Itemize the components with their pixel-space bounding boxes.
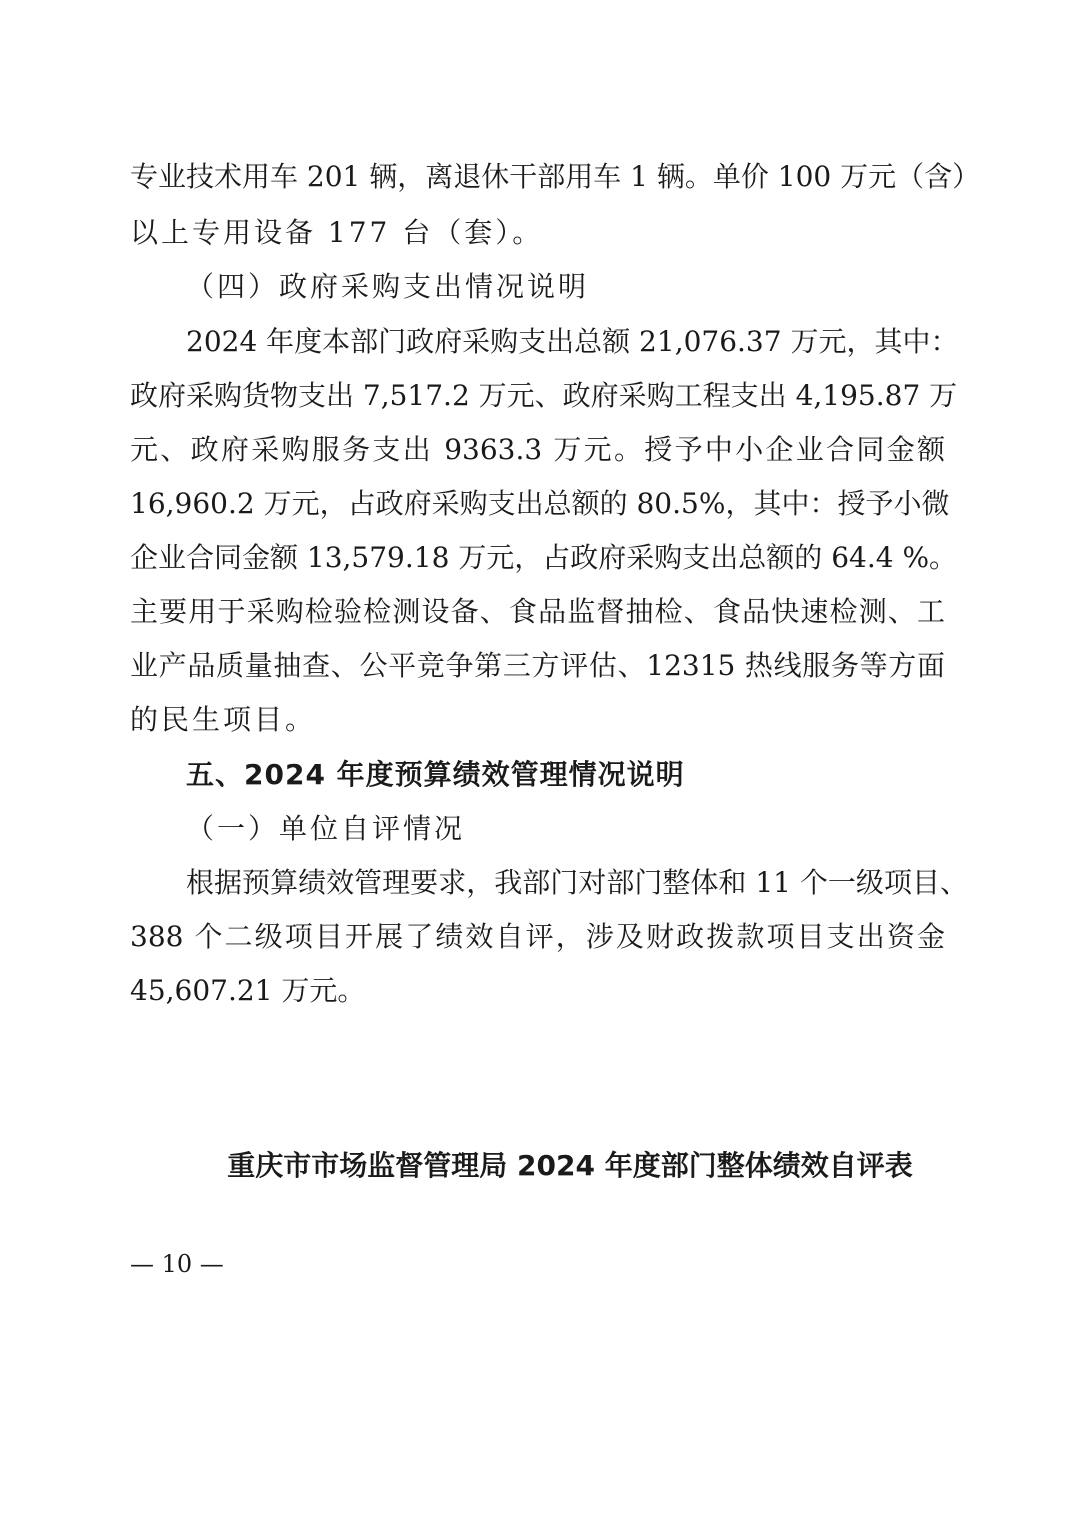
paragraph-procurement-line-7: 业产品质量抽查、公平竞争第三方评估、12315 热线服务等方面 [130,649,945,682]
paragraph-procurement-line-2: 政府采购货物支出 7,517.2 万元、政府采购工程支出 4,195.87 万 [130,379,958,412]
paragraph-procurement-line-1: 2024 年度本部门政府采购支出总额 21,076.37 万元，其中： [186,325,959,358]
paragraph-vehicles-line-1: 专业技术用车 201 辆，离退休干部用车 1 辆。单价 100 万元（含） [130,160,981,193]
table-title: 重庆市市场监督管理局 2024 年度部门整体绩效自评表 [227,1149,913,1182]
page-number: — 10 — [130,1250,224,1278]
chapter-heading-performance: 五、2024 年度预算绩效管理情况说明 [186,758,685,791]
paragraph-self-evaluation-line-1: 根据预算绩效管理要求，我部门对部门整体和 11 个一级项目、 [186,866,968,899]
paragraph-procurement-line-3: 元、政府采购服务支出 9363.3 万元。授予中小企业合同金额 [130,433,945,466]
paragraph-vehicles-line-2: 以上专用设备 177 台（套）。 [130,216,544,249]
paragraph-procurement-line-5: 企业合同金额 13,579.18 万元，占政府采购支出总额的 64.4 %。 [130,541,958,574]
paragraph-self-evaluation-line-2: 388 个二级项目开展了绩效自评，涉及财政拨款项目支出资金 [130,920,945,953]
paragraph-procurement-line-6: 主要用于采购检验检测设备、食品监督抽检、食品快速检测、工 [130,595,945,628]
paragraph-procurement-line-4: 16,960.2 万元，占政府采购支出总额的 80.5%，其中：授予小微 [130,487,950,520]
paragraph-self-evaluation-line-3: 45,607.21 万元。 [130,974,366,1007]
section-heading-procurement: （四）政府采购支出情况说明 [186,270,590,303]
paragraph-procurement-line-8: 的民生项目。 [130,703,317,736]
subsection-heading-self-evaluation: （一）单位自评情况 [186,812,466,845]
